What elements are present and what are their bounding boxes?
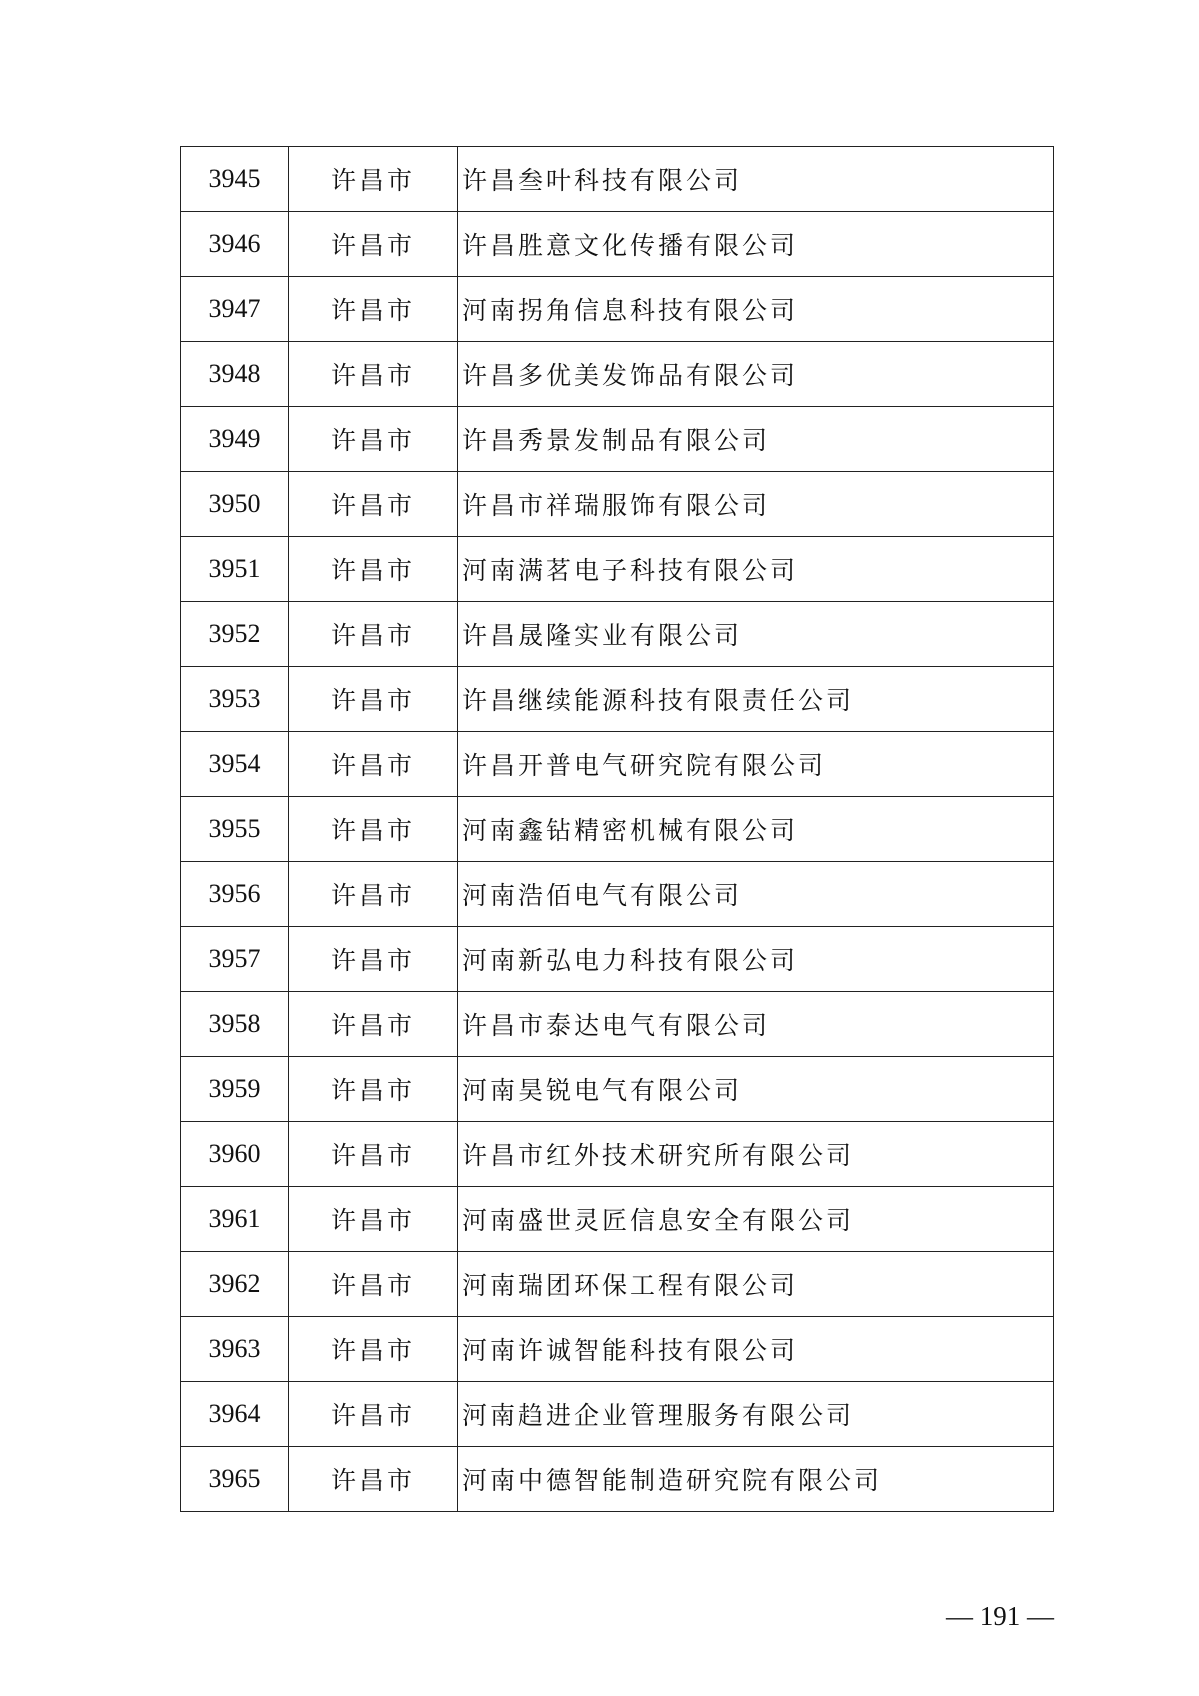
company-name-cell: 河南新弘电力科技有限公司	[458, 927, 1054, 992]
city-cell: 许昌市	[289, 407, 458, 472]
table-row	[181, 927, 1054, 992]
table-row	[181, 797, 1054, 862]
serial-number-cell: 3955	[181, 797, 289, 862]
serial-number-cell: 3960	[181, 1122, 289, 1187]
serial-number-cell: 3946	[181, 212, 289, 277]
table-row	[181, 1187, 1054, 1252]
company-name-cell: 河南许诚智能科技有限公司	[458, 1317, 1054, 1382]
company-name-cell: 河南鑫钻精密机械有限公司	[458, 797, 1054, 862]
table-row	[181, 1382, 1054, 1447]
table-row	[181, 212, 1054, 277]
table-row	[181, 472, 1054, 537]
serial-number-cell: 3961	[181, 1187, 289, 1252]
table-row	[181, 992, 1054, 1057]
table-row	[181, 1122, 1054, 1187]
serial-number-cell: 3959	[181, 1057, 289, 1122]
city-cell: 许昌市	[289, 602, 458, 667]
serial-number-cell: 3962	[181, 1252, 289, 1317]
serial-number-cell: 3949	[181, 407, 289, 472]
city-cell: 许昌市	[289, 992, 458, 1057]
table-row	[181, 277, 1054, 342]
company-list-body	[181, 147, 1054, 1512]
city-cell: 许昌市	[289, 472, 458, 537]
company-name-cell: 河南瑞团环保工程有限公司	[458, 1252, 1054, 1317]
company-name-cell: 河南满茗电子科技有限公司	[458, 537, 1054, 602]
serial-number-cell: 3950	[181, 472, 289, 537]
serial-number-cell: 3958	[181, 992, 289, 1057]
city-cell: 许昌市	[289, 1382, 458, 1447]
serial-number-cell: 3965	[181, 1447, 289, 1512]
company-name-cell: 许昌市泰达电气有限公司	[458, 992, 1054, 1057]
serial-number-cell: 3953	[181, 667, 289, 732]
serial-number-cell: 3951	[181, 537, 289, 602]
table-row	[181, 602, 1054, 667]
table-row	[181, 732, 1054, 797]
city-cell: 许昌市	[289, 212, 458, 277]
city-cell: 许昌市	[289, 1252, 458, 1317]
city-cell: 许昌市	[289, 862, 458, 927]
table-row	[181, 147, 1054, 212]
company-name-cell: 许昌继续能源科技有限责任公司	[458, 667, 1054, 732]
serial-number-cell: 3963	[181, 1317, 289, 1382]
city-cell: 许昌市	[289, 1187, 458, 1252]
serial-number-cell: 3948	[181, 342, 289, 407]
company-name-cell: 许昌叁叶科技有限公司	[458, 147, 1054, 212]
city-cell: 许昌市	[289, 927, 458, 992]
city-cell: 许昌市	[289, 1122, 458, 1187]
city-cell: 许昌市	[289, 732, 458, 797]
serial-number-cell: 3945	[181, 147, 289, 212]
serial-number-cell: 3956	[181, 862, 289, 927]
city-cell: 许昌市	[289, 797, 458, 862]
serial-number-cell: 3952	[181, 602, 289, 667]
company-name-cell: 许昌秀景发制品有限公司	[458, 407, 1054, 472]
serial-number-cell: 3954	[181, 732, 289, 797]
page-number: — 191 —	[946, 1601, 1054, 1631]
company-name-cell: 河南趋进企业管理服务有限公司	[458, 1382, 1054, 1447]
city-cell: 许昌市	[289, 537, 458, 602]
company-name-cell: 许昌多优美发饰品有限公司	[458, 342, 1054, 407]
company-name-cell: 河南盛世灵匠信息安全有限公司	[458, 1187, 1054, 1252]
company-list-table	[180, 146, 1054, 1512]
table-row	[181, 1252, 1054, 1317]
city-cell: 许昌市	[289, 1057, 458, 1122]
table-row	[181, 537, 1054, 602]
serial-number-cell: 3947	[181, 277, 289, 342]
serial-number-cell: 3957	[181, 927, 289, 992]
city-cell: 许昌市	[289, 277, 458, 342]
company-name-cell: 许昌胜意文化传播有限公司	[458, 212, 1054, 277]
company-name-cell: 河南昊锐电气有限公司	[458, 1057, 1054, 1122]
table-row	[181, 342, 1054, 407]
company-name-cell: 许昌市红外技术研究所有限公司	[458, 1122, 1054, 1187]
city-cell: 许昌市	[289, 1447, 458, 1512]
table-row	[181, 862, 1054, 927]
city-cell: 许昌市	[289, 1317, 458, 1382]
company-name-cell: 河南浩佰电气有限公司	[458, 862, 1054, 927]
company-name-cell: 许昌开普电气研究院有限公司	[458, 732, 1054, 797]
table-row	[181, 407, 1054, 472]
serial-number-cell: 3964	[181, 1382, 289, 1447]
table-row	[181, 1447, 1054, 1512]
company-name-cell: 河南拐角信息科技有限公司	[458, 277, 1054, 342]
company-name-cell: 河南中德智能制造研究院有限公司	[458, 1447, 1054, 1512]
table-row	[181, 1057, 1054, 1122]
city-cell: 许昌市	[289, 667, 458, 732]
city-cell: 许昌市	[289, 342, 458, 407]
table-row	[181, 1317, 1054, 1382]
city-cell: 许昌市	[289, 147, 458, 212]
table-row	[181, 667, 1054, 732]
company-name-cell: 许昌晟隆实业有限公司	[458, 602, 1054, 667]
company-name-cell: 许昌市祥瑞服饰有限公司	[458, 472, 1054, 537]
